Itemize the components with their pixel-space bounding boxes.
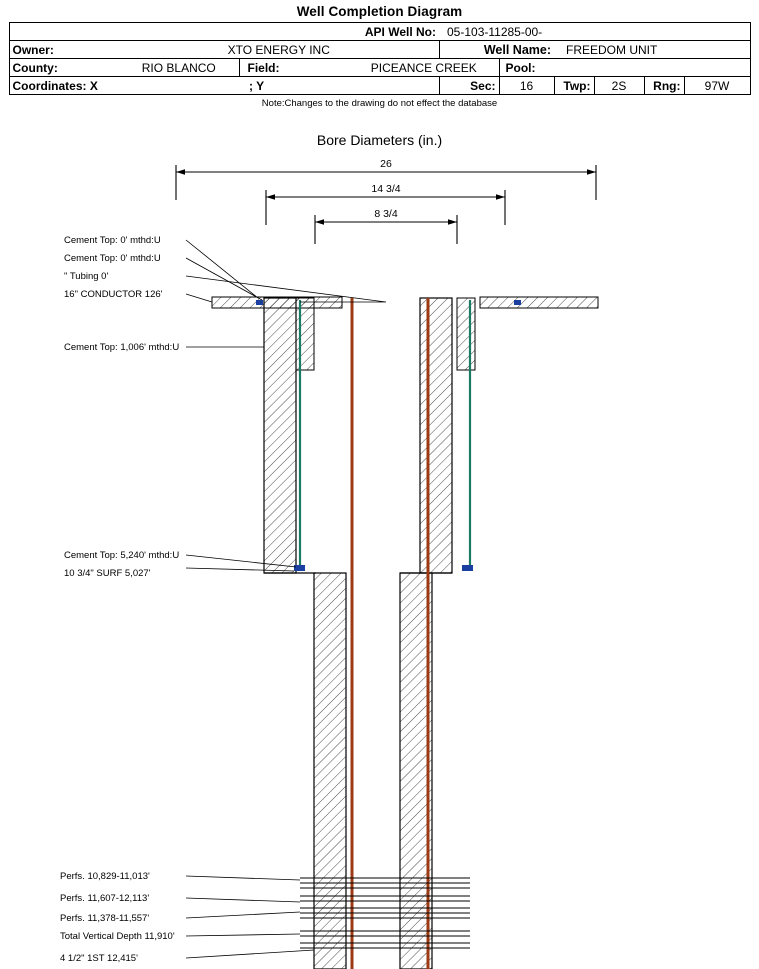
county-value: RIO BLANCO xyxy=(119,59,239,77)
conductor-right xyxy=(480,297,598,308)
table-row xyxy=(9,77,750,95)
well-name-label: Well Name: xyxy=(439,41,554,59)
annotation-perfs-2: Perfs. 11,607-12,113' xyxy=(60,893,150,904)
coordinates-x-label: Coordinates: X xyxy=(9,77,239,95)
annotation-surface-casing: 10 3/4" SURF 5,027' xyxy=(64,568,151,579)
surface-shoe-right xyxy=(462,565,473,571)
field-value: PICEANCE CREEK xyxy=(349,59,499,77)
annotation-cement-top-0-a: Cement Top: 0' mthd:U xyxy=(64,235,161,246)
table-row xyxy=(9,41,750,59)
owner-value: XTO ENERGY INC xyxy=(119,41,439,59)
api-well-no-label: API Well No: xyxy=(9,23,439,41)
surface-casing-walls xyxy=(264,298,452,573)
annotation-cement-top-1006: Cement Top: 1,006' mthd:U xyxy=(64,342,180,353)
sec-label: Sec: xyxy=(439,77,499,95)
annotation-total-vertical-depth: Total Vertical Depth 11,910' xyxy=(60,931,175,942)
table-row xyxy=(9,59,750,77)
field-label: Field: xyxy=(239,59,349,77)
bore-diameters-title: Bore Diameters (in.) xyxy=(316,132,443,148)
annotation-perfs-3: Perfs. 11,378-11,557' xyxy=(60,913,150,924)
county-label: County: xyxy=(9,59,119,77)
dimension-8-3-4 xyxy=(315,208,457,244)
annotation-cement-top-5240: Cement Top: 5,240' mthd:U xyxy=(64,550,180,561)
owner-label: Owner: xyxy=(9,41,119,59)
dim-label-8-3-4: 8 3/4 xyxy=(374,208,398,220)
schematic-svg xyxy=(0,112,759,969)
well-header-table xyxy=(9,22,751,95)
table-row xyxy=(9,23,750,41)
page-title: Well Completion Diagram xyxy=(296,4,463,19)
rng-value: 97W xyxy=(684,77,750,95)
annotation-conductor: 16" CONDUCTOR 126' xyxy=(64,289,163,300)
wellbore-schematic xyxy=(0,112,759,969)
conductor-marker-right xyxy=(514,300,521,305)
twp-label: Twp: xyxy=(554,77,594,95)
coordinates-y-value xyxy=(349,77,439,95)
annotation-production-casing: 4 1/2" 1ST 12,415' xyxy=(60,953,138,964)
dim-label-14-3-4: 14 3/4 xyxy=(371,183,401,195)
twp-value: 2S xyxy=(594,77,644,95)
annotation-perfs-1: Perfs. 10,829-11,013' xyxy=(60,871,150,882)
pool-label: Pool: xyxy=(499,59,750,77)
drawing-note: Note:Changes to the drawing do not effect the database xyxy=(261,98,498,109)
conductor-marker-left xyxy=(256,300,263,305)
rng-label: Rng: xyxy=(644,77,684,95)
sec-value: 16 xyxy=(499,77,554,95)
coordinates-y-label: ; Y xyxy=(239,77,349,95)
api-well-no-value: 05-103-11285-00- xyxy=(439,23,750,41)
annotation-cement-top-0-b: Cement Top: 0' mthd:U xyxy=(64,253,161,264)
surface-shoe-left xyxy=(294,565,305,571)
dim-label-26: 26 xyxy=(380,158,392,170)
annotation-tubing: " Tubing 0' xyxy=(64,271,109,282)
production-casing-walls xyxy=(314,573,432,969)
well-name-value: FREEDOM UNIT xyxy=(554,41,750,59)
